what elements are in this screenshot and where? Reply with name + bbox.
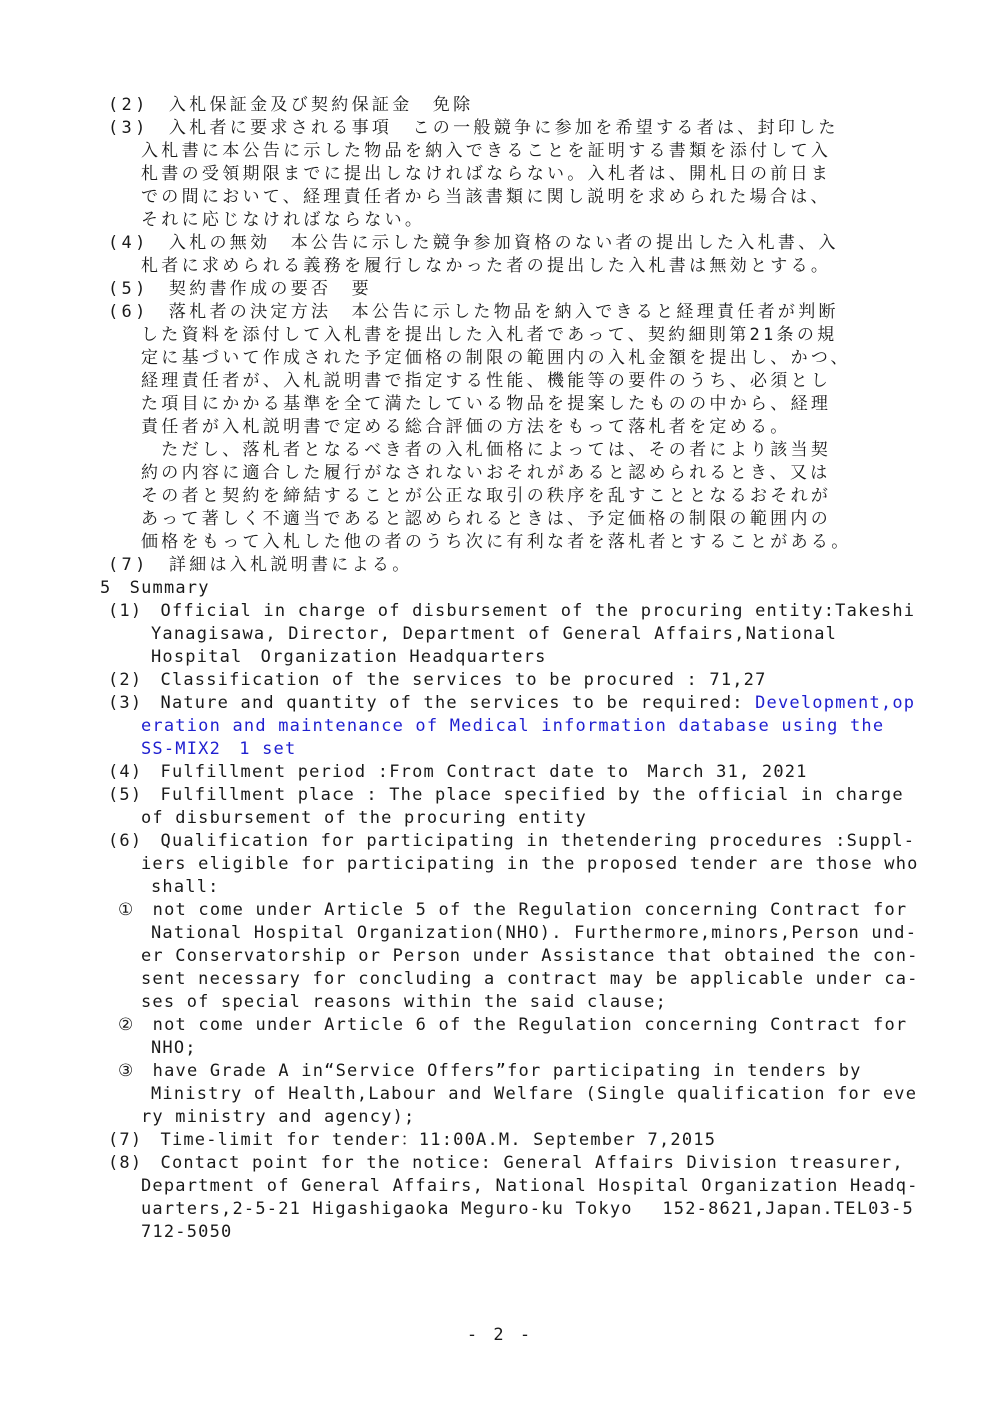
summary-item-3-link: Development,op bbox=[755, 693, 916, 713]
summary-subitem-3: ③ have Grade A in“Service Offers”for participating in tenders by bbox=[118, 1061, 862, 1081]
jp-line: した資料を添付して入札書を提出した入札者であって、契約細則第21条の規 bbox=[141, 325, 838, 345]
summary-item-1: Hospital Organization Headquarters bbox=[151, 647, 547, 667]
jp-line: (4) 入札の無効 本公告に示した競争参加資格のない者の提出した入札書、入 bbox=[108, 233, 839, 253]
summary-item-3-link: eration and maintenance of Medical information database using the bbox=[141, 716, 885, 736]
summary-item-3 bbox=[108, 692, 915, 714]
jp-line: 約の内容に適合した履行がなされないおそれがあると認められるとき、又は bbox=[141, 463, 831, 483]
summary-item-7: (7) Time-limit for tender：11:00A.M. September 7,2015 bbox=[108, 1130, 717, 1150]
summary-item-1: (1) Official in charge of disbursement of the procuring entity:Takeshi bbox=[108, 601, 916, 621]
page-number: - 2 - bbox=[466, 1325, 534, 1345]
jp-line: (5) 契約書作成の要否 要 bbox=[108, 279, 372, 299]
summary-subitem-2: ② not come under Article 6 of the Regulation concerning Contract for bbox=[118, 1015, 908, 1035]
summary-item-6: iers eligible for participating in the proposed tender are those who bbox=[141, 854, 919, 874]
summary-subitem-3: Ministry of Health,Labour and Welfare (Single qualification for eve bbox=[151, 1084, 918, 1104]
jp-line: ただし、落札者となるべき者の入札価格によっては、その者により該当契 bbox=[141, 440, 832, 460]
jp-line: それに応じなければならない。 bbox=[141, 210, 426, 230]
jp-line: (7) 詳細は入札説明書による。 bbox=[108, 555, 413, 575]
jp-line: 経理責任者が、入札説明書で指定する性能、機能等の要件のうち、必須とし bbox=[141, 371, 832, 391]
summary-subitem-1: sent necessary for concluding a contract may be applicable under ca- bbox=[141, 969, 919, 989]
summary-subitem-1: er Conservatorship or Person under Assistance that obtained the con- bbox=[141, 946, 919, 966]
summary-item-5: of disbursement of the procuring entity bbox=[141, 808, 587, 828]
summary-item-5: (5) Fulfillment place : The place specified by the official in charge bbox=[108, 785, 904, 805]
jp-line: (6) 落札者の決定方法 本公告に示した物品を納入できると経理責任者が判断 bbox=[108, 302, 839, 322]
summary-item-8: uarters,2-5-21 Higashigaoka Meguro-ku Tokyo 152-8621,Japan.TEL03-5 bbox=[141, 1199, 914, 1219]
summary-item-6: (6) Qualification for participating in thetendering procedures :Suppl- bbox=[108, 831, 916, 851]
summary-item-6: shall: bbox=[151, 877, 220, 897]
jp-line: あって著しく不適当であると認められるときは、予定価格の制限の範囲内の bbox=[141, 509, 832, 529]
jp-line: 札者に求められる義務を履行しなかった者の提出した入札書は無効とする。 bbox=[141, 256, 832, 276]
summary-subitem-2: NHO; bbox=[151, 1038, 197, 1058]
summary-item-4: (4) Fulfillment period :From Contract date to March 31, 2021 bbox=[108, 762, 808, 782]
summary-subitem-1: ses of special reasons within the said clause; bbox=[141, 992, 668, 1012]
jp-line: 入札書に本公告に示した物品を納入できることを証明する書類を添付して入 bbox=[141, 141, 832, 161]
summary-item-8: 712-5050 bbox=[141, 1222, 233, 1242]
summary-subitem-1: ① not come under Article 5 of the Regulation concerning Contract for bbox=[118, 900, 908, 920]
summary-subitem-1: National Hospital Organization(NHO). Furthermore,minors,Person und- bbox=[151, 923, 918, 943]
jp-line: た項目にかかる基準を全て満たしている物品を提案したものの中から、経理 bbox=[141, 394, 832, 414]
jp-line: 責任者が入札説明書で定める総合評価の方法をもって落札者を定める。 bbox=[141, 417, 791, 437]
summary-item-2: (2) Classification of the services to be procured : 71,27 bbox=[108, 670, 767, 690]
jp-line: (2) 入札保証金及び契約保証金 免除 bbox=[108, 95, 474, 115]
summary-item-1: Yanagisawa, Director, Department of General Affairs,National bbox=[151, 624, 838, 644]
summary-item-8: Department of General Affairs, National Hospital Organization Headq- bbox=[141, 1176, 919, 1196]
summary-subitem-3: ry ministry and agency); bbox=[141, 1107, 416, 1127]
jp-line: での間において、経理責任者から当該書類に関し説明を求められた場合は、 bbox=[141, 187, 831, 207]
summary-heading: 5 Summary bbox=[100, 578, 210, 598]
jp-line: その者と契約を締結することが公正な取引の秩序を乱すこととなるおそれが bbox=[141, 486, 832, 506]
summary-item-8: (8) Contact point for the notice: General Affairs Division treasurer, bbox=[108, 1153, 904, 1173]
jp-line: 価格をもって入札した他の者のうち次に有利な者を落札者とすることがある。 bbox=[141, 532, 852, 552]
jp-line: (3) 入札者に要求される事項 この一般競争に参加を希望する者は、封印した bbox=[108, 118, 839, 138]
jp-line: 定に基づいて作成された予定価格の制限の範囲内の入札金額を提出し、かつ、 bbox=[141, 348, 851, 368]
jp-line: 札書の受領期限までに提出しなければならない。入札者は、開札日の前日ま bbox=[141, 164, 832, 184]
summary-item-3-link: SS-MIX2 1 set bbox=[141, 739, 297, 759]
summary-item-3-prefix: (3) Nature and quantity of the services to be required: bbox=[108, 693, 756, 713]
